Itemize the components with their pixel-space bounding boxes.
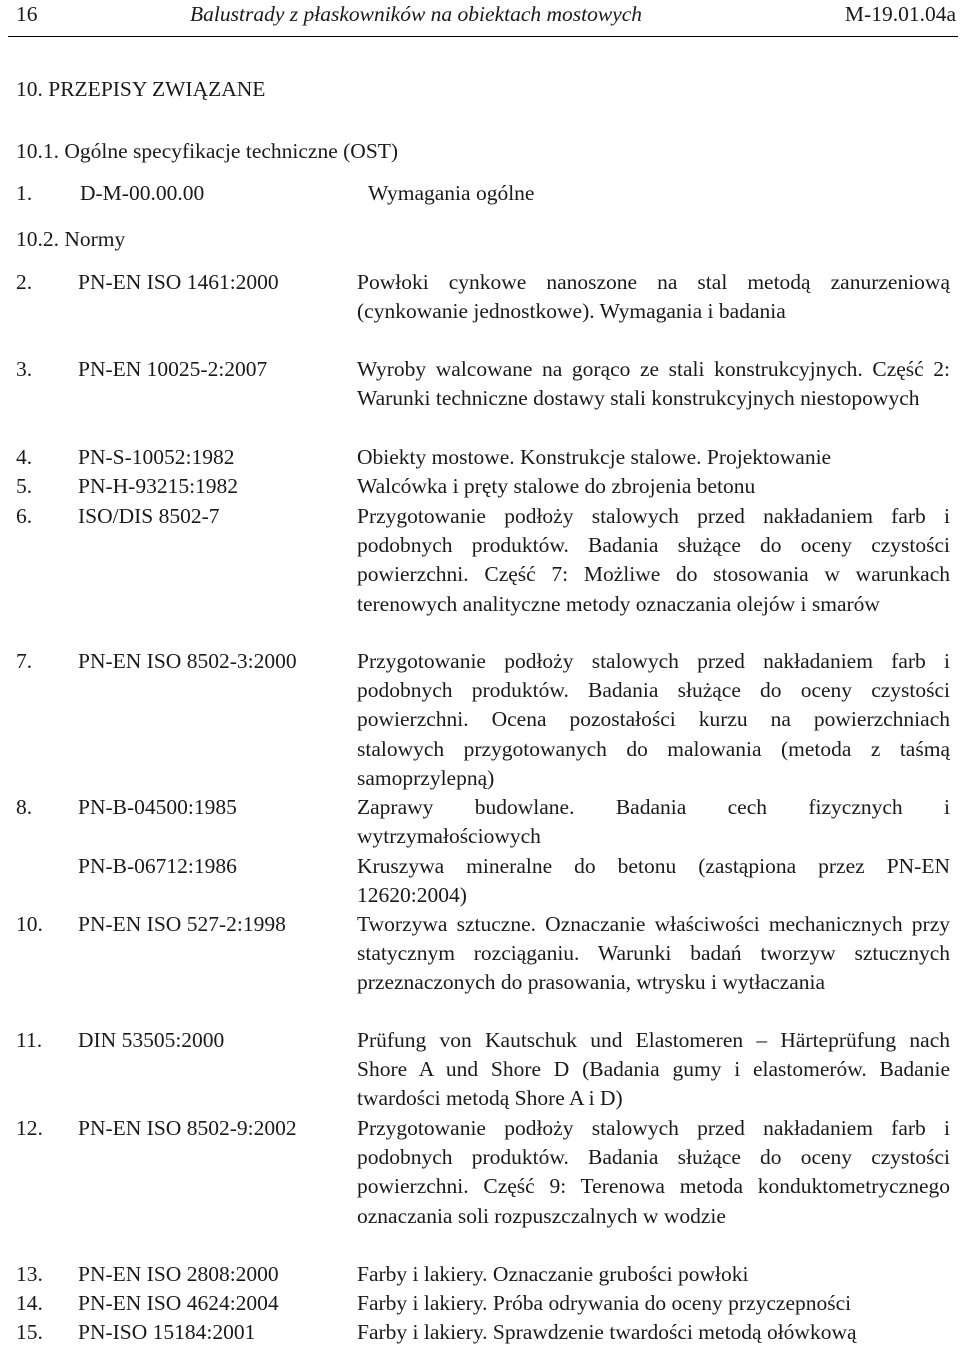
subsection-norms-heading: 10.2. Normy bbox=[16, 227, 126, 251]
norm-code: PN-H-93215:1982 bbox=[78, 474, 239, 498]
norm-code: PN-EN ISO 8502-3:2000 bbox=[78, 649, 297, 673]
norm-code: PN-EN ISO 2808:2000 bbox=[78, 1262, 279, 1286]
norm-number: 14. bbox=[16, 1291, 43, 1315]
norm-description: Kruszywa mineralne do betonu (zastąpiona przez PN-EN 12620:2004) bbox=[357, 854, 950, 908]
norm-description: Przygotowanie podłoży stalowych przed nakładaniem farb i podobnych produktów. Badania służące do oceny czystości powierzchni. Część 7: Możliwe do stosowania w warunkach terenowych analityczne metody oznaczania olejów i smarów bbox=[357, 504, 950, 616]
document-title: Balustrady z płaskowników na obiektach mostowych bbox=[190, 2, 643, 26]
norm-code: PN-EN ISO 1461:2000 bbox=[78, 270, 279, 294]
norm-number: 5. bbox=[16, 474, 33, 498]
norm-number: 3. bbox=[16, 357, 33, 381]
norm-code: PN-EN ISO 4624:2004 bbox=[78, 1291, 279, 1315]
norm-code: PN-EN ISO 527-2:1998 bbox=[78, 912, 286, 936]
norm-code: PN-ISO 15184:2001 bbox=[78, 1320, 256, 1344]
page-number: 16 bbox=[16, 2, 38, 26]
norm-number: 11. bbox=[16, 1028, 43, 1052]
norm-description: Walcówka i pręty stalowe do zbrojenia betonu bbox=[357, 474, 756, 498]
spec-code: M-19.01.04a bbox=[844, 2, 956, 26]
norm-number: 4. bbox=[16, 445, 33, 469]
norm-description: Prüfung von Kautschuk und Elastomeren – Härteprüfung nach Shore A und Shore D (Badania gumy i elastomerów. Badanie twardości metodą Shore A i D) bbox=[357, 1028, 950, 1111]
page-header bbox=[0, 0, 960, 38]
subsection-ost-heading: 10.1. Ogólne specyfikacje techniczne (OST) bbox=[16, 139, 399, 163]
norm-number: 10. bbox=[16, 912, 43, 936]
header-rule bbox=[8, 36, 958, 37]
norm-description: Powłoki cynkowe nanoszone na stal metodą zanurzeniową (cynkowanie jednostkowe). Wymagania i badania bbox=[357, 270, 950, 324]
norm-number: 8. bbox=[16, 795, 33, 819]
norm-number: 13. bbox=[16, 1262, 43, 1286]
norm-description: Farby i lakiery. Sprawdzenie twardości metodą ołówkową bbox=[357, 1320, 857, 1344]
norm-description: Zaprawy budowlane. Badania cech fizycznych i wytrzymałościowych bbox=[357, 795, 950, 849]
norm-description: Wyroby walcowane na gorąco ze stali konstrukcyjnych. Część 2: Warunki techniczne dostawy stali konstrukcyjnych niestopowych bbox=[357, 357, 950, 411]
norm-code: PN-B-06712:1986 bbox=[78, 854, 237, 878]
norm-code: PN-B-04500:1985 bbox=[78, 795, 237, 819]
norm-description: Przygotowanie podłoży stalowych przed nakładaniem farb i podobnych produktów. Badania służące do oceny czystości powierzchni. Część 9: Terenowa metoda konduktometrycznego oznaczania soli rozpuszczalnych w wodzie bbox=[357, 1116, 950, 1228]
ost-item-number: 1. bbox=[16, 181, 33, 205]
norm-code: ISO/DIS 8502-7 bbox=[78, 504, 220, 528]
norm-code: PN-EN 10025-2:2007 bbox=[78, 357, 268, 381]
norm-description: Obiekty mostowe. Konstrukcje stalowe. Projektowanie bbox=[357, 445, 832, 469]
norm-description: Tworzywa sztuczne. Oznaczanie właściwości mechanicznych przy statycznym rozciąganiu. Warunki badań tworzyw sztucznych przeznaczonych do prasowania, wtrysku i wytłaczania bbox=[357, 912, 950, 995]
norm-description: Przygotowanie podłoży stalowych przed nakładaniem farb i podobnych produktów. Badania służące do oceny czystości powierzchni. Ocena pozostałości kurzu na powierzchniach stalowych przygotowanych do malowania (metoda z taśmą samoprzylepną) bbox=[357, 649, 950, 790]
norm-number: 2. bbox=[16, 270, 33, 294]
norm-number: 6. bbox=[16, 504, 33, 528]
norm-code: PN-S-10052:1982 bbox=[78, 445, 235, 469]
norm-number: 12. bbox=[16, 1116, 43, 1140]
section-heading: 10. PRZEPISY ZWIĄZANE bbox=[16, 77, 266, 101]
norm-number: 7. bbox=[16, 649, 33, 673]
norm-code: DIN 53505:2000 bbox=[78, 1028, 225, 1052]
ost-item-code: D-M-00.00.00 bbox=[80, 181, 205, 205]
norm-description: Farby i lakiery. Próba odrywania do oceny przyczepności bbox=[357, 1291, 852, 1315]
norm-description: Farby i lakiery. Oznaczanie grubości powłoki bbox=[357, 1262, 749, 1286]
norm-code: PN-EN ISO 8502-9:2002 bbox=[78, 1116, 297, 1140]
ost-item-description: Wymagania ogólne bbox=[368, 181, 535, 205]
norm-number: 15. bbox=[16, 1320, 43, 1344]
